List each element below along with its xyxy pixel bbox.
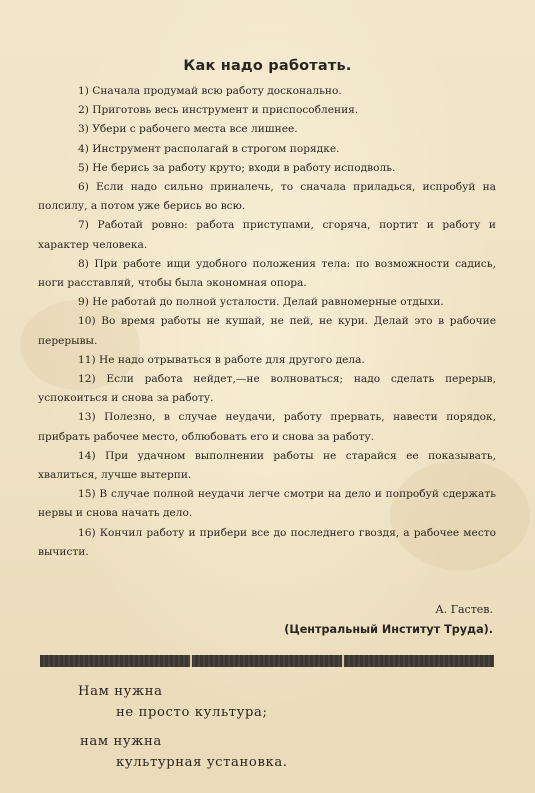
- slogan-line: не просто культура;: [116, 705, 268, 720]
- rule-item: 1) Сначала продумай всю работу досконально.: [78, 85, 342, 97]
- rule-item: 8) При работе ищи удобного положения тела: по возможности садись, ноги расставляй, чтобы была экономная опора.: [38, 257, 496, 290]
- rule-item: 16) Кончил работу и прибери все до последнего гвоздя, а рабочее место вычисти.: [38, 526, 496, 558]
- rule-item: 7) Работай ровно: работа приступами, сгоряча, портит и работу и характер человека.: [38, 219, 496, 251]
- rule-item: 11) Не надо отрываться в работе для другого дела.: [78, 353, 365, 366]
- rule-item: 3) Убери с рабочего места все лишнее.: [78, 123, 298, 136]
- rules-list: [38, 82, 496, 562]
- slogan-block: [0, 684, 535, 784]
- rule-item: 15) В случае полной неудачи легче смотри на дело и попробуй сдержать нервы и снова начать дело.: [38, 488, 496, 520]
- slogan-line: культурная установка.: [116, 755, 288, 770]
- rule-item: 13) Полезно, в случае неудачи, работу прервать, навести порядок, прибрать рабочее место, облюбовать его и снова за работу.: [38, 411, 496, 443]
- rule-item: 14) При удачном выполнении работы не старайся ее показывать, хвалиться, лучше вытерпи.: [38, 449, 496, 482]
- rule-item: 12) Если работа нейдет,—не волноваться; надо сделать перерыв, успокоиться и снова за работу.: [38, 373, 496, 405]
- rule-item: 4) Инструмент располагай в строгом порядке.: [78, 142, 340, 155]
- rule-item: 6) Если надо сильно приналечь, то сначала приладься, испробуй на полсилу, а потом уже берись во всю.: [38, 181, 496, 213]
- rule-item: 10) Во время работы не кушай, не пей, не кури. Делай это в рабочие перерывы.: [38, 315, 496, 347]
- document-title: Как надо работать.: [183, 58, 352, 74]
- decorative-divider: [40, 655, 494, 667]
- rule-item: 2) Приготовь весь инструмент и приспособления.: [78, 104, 359, 117]
- institution-name: (Центральный Институт Труда).: [284, 623, 493, 636]
- author-name: А. Гастев.: [435, 603, 493, 616]
- rule-item: 9) Не работай до полной усталости. Делай равномерные отдыхи.: [78, 296, 444, 309]
- slogan-line: нам нужна: [80, 734, 162, 749]
- rule-item: 5) Не берись за работу круто; входи в работу исподволь.: [78, 161, 396, 174]
- slogan-line: Нам нужна: [78, 684, 163, 699]
- signature-block: [284, 600, 493, 640]
